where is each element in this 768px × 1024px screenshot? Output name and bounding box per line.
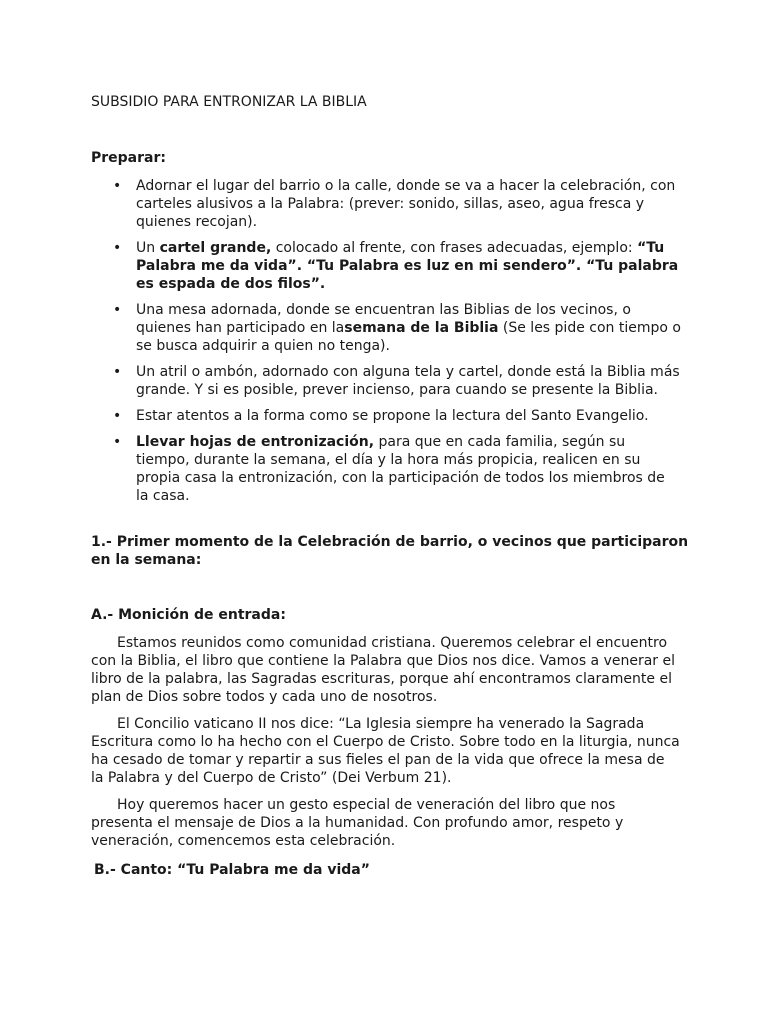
preparar-list <box>91 177 681 513</box>
section-1-heading: 1.- Primer momento de la Celebración de barrio, o vecinos que participaron en la semana: <box>91 534 689 568</box>
list-item: • Estar atentos a la forma como se propone la lectura del Santo Evangelio. <box>113 408 649 424</box>
bullet-icon: • <box>113 178 122 194</box>
bullet-icon: • <box>113 302 122 318</box>
bullet-icon: • <box>113 408 122 424</box>
section-a-heading: A.- Monición de entrada: <box>91 607 286 623</box>
preparar-heading: Preparar: <box>91 150 166 166</box>
bullet-icon: • <box>113 240 122 256</box>
list-item: • Un cartel grande, colocado al frente, con frases adecuadas, ejemplo: “Tu Palabra me da vida”. “Tu Palabra es luz en mi sendero”. “Tu palabra es espada de dos filos”. <box>113 240 679 292</box>
list-item: • Un atril o ambón, adornado con alguna tela y cartel, donde está la Biblia más grande. Y si es posible, prever incienso, para cuando se presente la Biblia. <box>113 364 680 398</box>
paragraph-1: Estamos reunidos como comunidad cristiana. Queremos celebrar el encuentro con la Biblia, el libro que contiene la Palabra que Dios nos dice. Vamos a venerar el libro de la palabra, las Sagradas escrituras, porque ahí encontramos claramente el plan de Dios sobre todos y cada uno de nosotros. <box>91 635 676 705</box>
paragraph-3: Hoy queremos hacer un gesto especial de veneración del libro que nos presenta el mensaje de Dios a la humanidad. Con profundo amor, respeto y veneración, comencemos esta celebración. <box>91 797 624 849</box>
list-item: • Llevar hojas de entronización, para que en cada familia, según su tiempo, durante la semana, el día y la hora más propicia, realicen en su propia casa la entronización, con la participación de todos los miembros de la casa. <box>113 434 665 504</box>
list-item: • Adornar el lugar del barrio o la calle, donde se va a hacer la celebración, con carteles alusivos a la Palabra: (prever: sonido, sillas, aseo, agua fresca y quienes recojan). <box>113 178 676 230</box>
bullet-icon: • <box>113 364 122 380</box>
paragraph-2: El Concilio vaticano II nos dice: “La Iglesia siempre ha venerado la Sagrada Escritura como lo ha hecho con el Cuerpo de Cristo. Sobre todo en la liturgia, nunca ha cesado de tomar y repartir a sus fieles el pan de la vida que ofrece la mesa de la Palabra y del Cuerpo de Cristo” (Dei Verbum 21). <box>91 716 680 786</box>
section-b-heading: B.- Canto: “Tu Palabra me da vida” <box>94 862 370 878</box>
list-item: • Una mesa adornada, donde se encuentran las Biblias de los vecinos, o quienes han participado en lasemana de la Biblia (Se les pide con tiempo o se busca adquirir a quien no tenga). <box>113 302 681 354</box>
bullet-icon: • <box>113 434 122 450</box>
document-title: SUBSIDIO PARA ENTRONIZAR LA BIBLIA <box>91 94 367 110</box>
